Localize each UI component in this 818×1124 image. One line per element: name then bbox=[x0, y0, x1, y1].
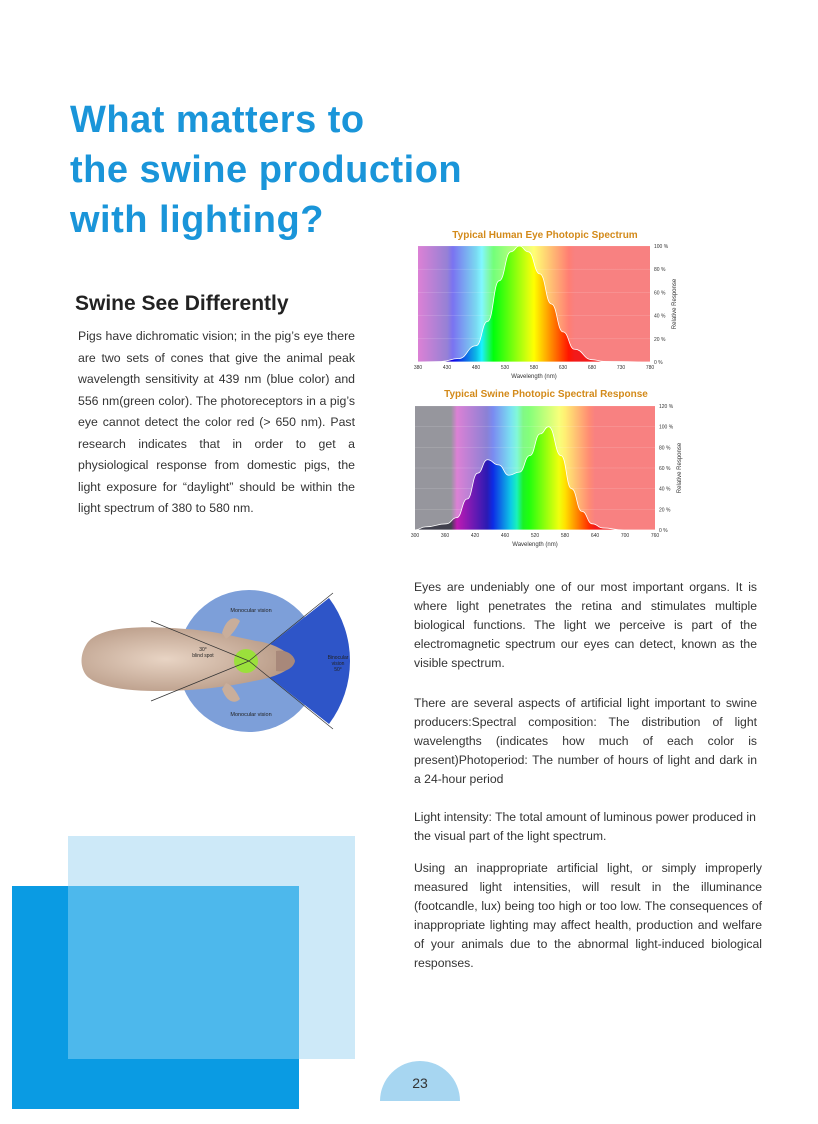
y-tick-label: 100 % bbox=[654, 244, 669, 250]
body-paragraph-3: Light intensity: The total amount of luminous power produced in the visual part of the light spectrum. bbox=[414, 810, 756, 843]
x-tick-label: 380 bbox=[413, 365, 423, 371]
x-axis-label: Wavelength (nm) bbox=[511, 374, 557, 380]
x-tick-label: 630 bbox=[558, 365, 568, 371]
x-tick-label: 430 bbox=[442, 365, 452, 371]
x-tick-label: 730 bbox=[616, 365, 626, 371]
chart-svg bbox=[410, 401, 690, 555]
chart-svg bbox=[412, 242, 682, 387]
y-tick-label: 20 % bbox=[654, 336, 666, 343]
monocular-top-label: Monocular vision bbox=[230, 608, 272, 614]
x-tick-label: 640 bbox=[590, 533, 600, 539]
y-tick-label: 0 % bbox=[654, 360, 663, 366]
binocular-label-2: vision bbox=[331, 661, 345, 667]
x-tick-label: 420 bbox=[470, 533, 480, 539]
binocular-label-1: Binocular bbox=[327, 655, 349, 661]
blind-spot-marker bbox=[234, 649, 258, 673]
y-axis-label: Relative Response bbox=[672, 278, 678, 330]
y-tick-label: 120 % bbox=[659, 404, 674, 410]
y-tick-label: 80 % bbox=[654, 267, 666, 274]
chart-title: Typical Swine Photopic Spectral Response bbox=[444, 389, 648, 400]
y-tick-label: 20 % bbox=[659, 507, 671, 514]
x-tick-label: 760 bbox=[650, 533, 660, 539]
x-tick-label: 360 bbox=[440, 533, 450, 539]
x-tick-label: 460 bbox=[500, 533, 510, 539]
page-number: 23 bbox=[380, 1061, 460, 1101]
page-title bbox=[70, 95, 490, 245]
section-heading: Swine See Differently bbox=[75, 292, 289, 315]
y-tick-label: 80 % bbox=[659, 445, 671, 452]
y-tick-label: 60 % bbox=[659, 466, 671, 472]
x-tick-label: 480 bbox=[471, 365, 481, 371]
pig-vision-diagram bbox=[76, 585, 356, 737]
title-line-2: the swine production bbox=[70, 149, 463, 191]
body-paragraph-4: Using an inappropriate artificial light, or simply improperly measured light intensities, will result in the illuminance (footcandle, lux) being too high or too low. The consequences of inappropriate lighting may affect health, production and welfare of your animals due to the abnormal light-induced biological responses. bbox=[414, 861, 762, 970]
y-tick-label: 40 % bbox=[654, 313, 666, 320]
deco-square-overlap bbox=[68, 886, 299, 1059]
monocular-bottom-label: Monocular vision bbox=[230, 712, 272, 718]
y-tick-label: 100 % bbox=[659, 424, 674, 431]
x-tick-label: 680 bbox=[587, 365, 597, 371]
y-tick-label: 60 % bbox=[654, 290, 666, 297]
binocular-label-3: 50° bbox=[334, 667, 342, 673]
x-tick-label: 520 bbox=[530, 533, 540, 539]
x-tick-label: 300 bbox=[410, 533, 420, 539]
x-tick-label: 700 bbox=[620, 533, 630, 539]
x-tick-label: 580 bbox=[560, 533, 570, 539]
x-axis-label: Wavelength (nm) bbox=[512, 542, 558, 548]
blind-spot-label-1: 30° bbox=[199, 647, 207, 653]
x-tick-label: 530 bbox=[500, 365, 510, 371]
title-line-3: with lighting? bbox=[70, 199, 324, 241]
intro-paragraph: Pigs have dichromatic vision; in the pig’s eye there are two sets of cones that give the animal peak wavelength sensitivity at 439 nm (blue color) and 556 nm(green color). The photoreceptors in a pig’s eye cannot detect the color red (> 650 nm). Past research indicates that in order to get a physiological response from domestic pigs, the light exposure for “daylight” should be within the light spectrum of 380 to 580 nm. bbox=[78, 329, 355, 515]
y-axis-label: Relative Response bbox=[677, 442, 683, 494]
title-line-1: What matters to bbox=[70, 99, 365, 141]
y-tick-label: 0 % bbox=[659, 528, 668, 534]
blind-spot-label-2: blind spot bbox=[192, 653, 214, 659]
human-spectrum-chart bbox=[412, 228, 682, 388]
body-paragraph-2: There are several aspects of artificial light important to swine producers:Spectral composition: The distribution of light wavelengths (indicates how much of each color is present)Photoperiod: The number of hours of light and dark in a 24-hour period bbox=[414, 696, 757, 786]
body-paragraph-1: Eyes are undeniably one of our most important organs. It is where light penetrates the retina and stimulates multiple biological functions. The light we perceive is part of the electromagnetic spectrum our eyes can detect, known as the visible spectrum. bbox=[414, 580, 757, 670]
y-tick-label: 40 % bbox=[659, 486, 671, 493]
swine-spectrum-chart bbox=[410, 388, 690, 556]
chart-title: Typical Human Eye Photopic Spectrum bbox=[452, 230, 638, 241]
x-tick-label: 780 bbox=[645, 365, 655, 371]
x-tick-label: 580 bbox=[529, 365, 539, 371]
